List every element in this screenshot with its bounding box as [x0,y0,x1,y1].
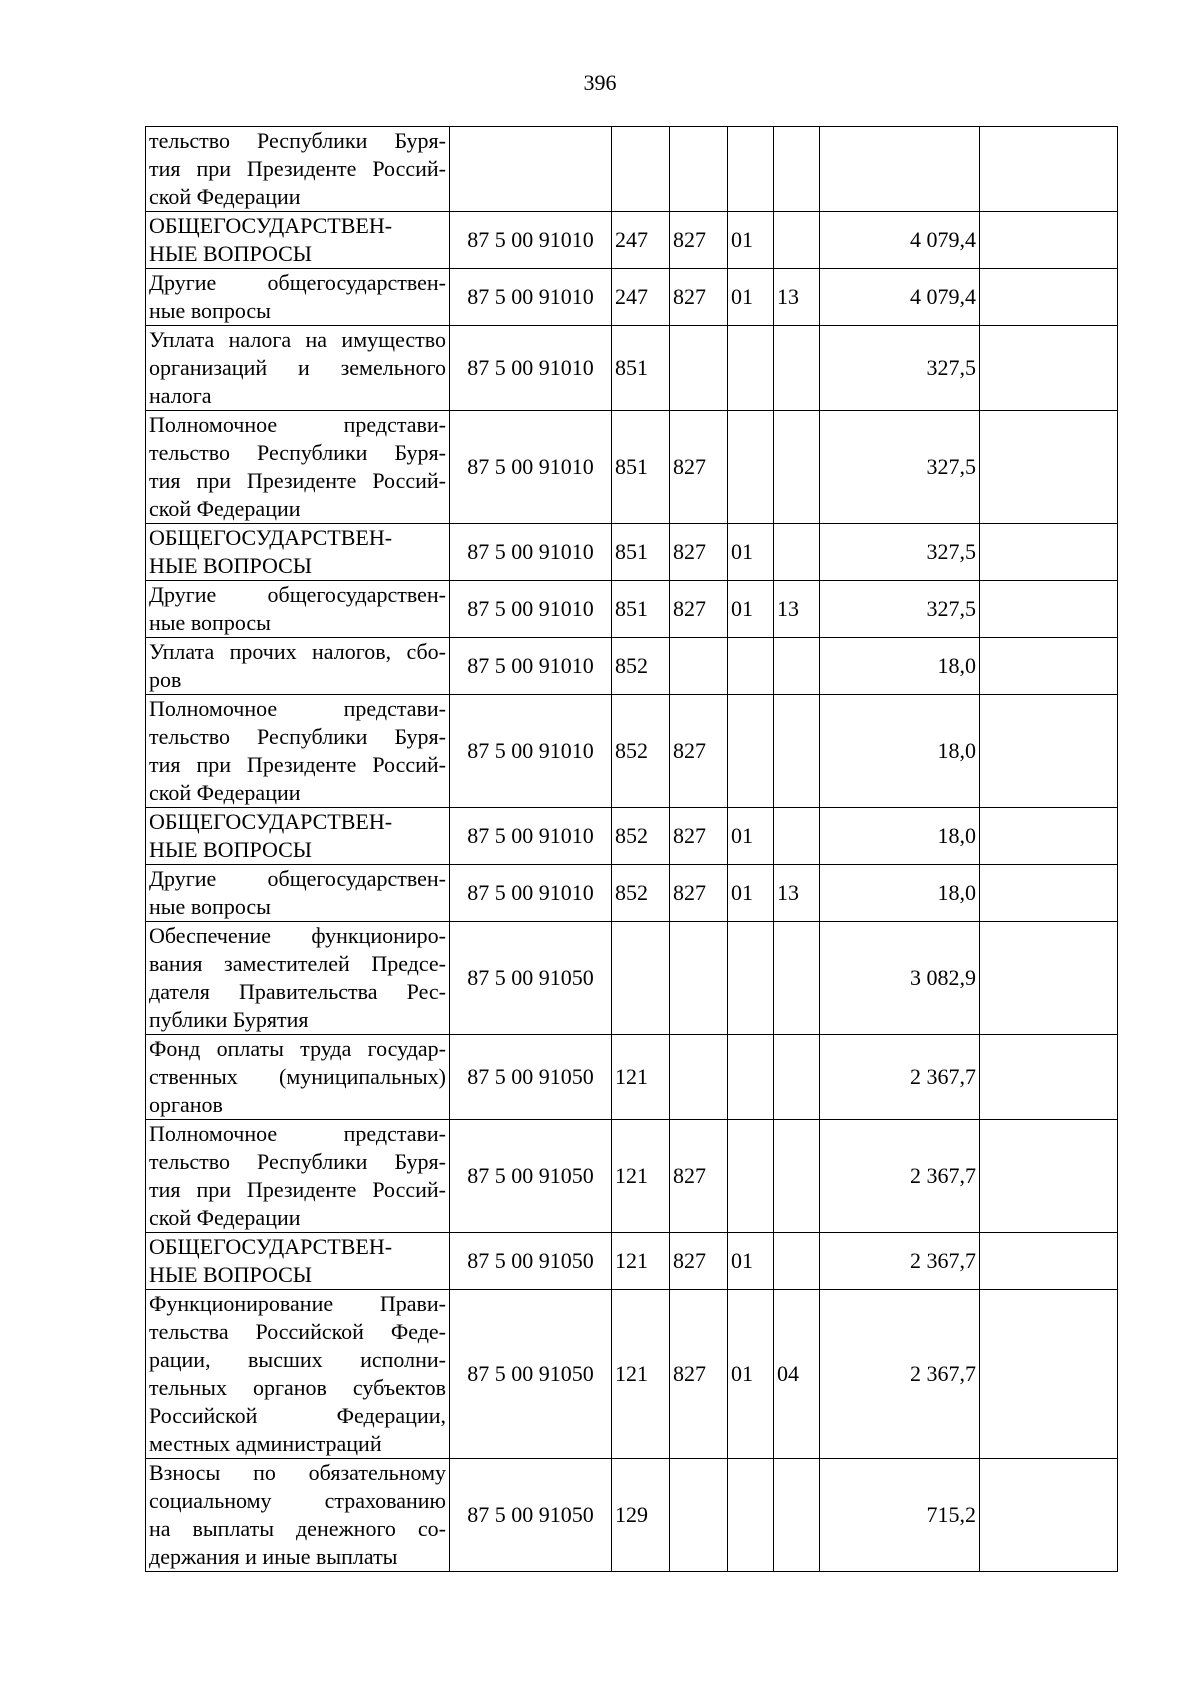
expense-type-code: 129 [612,1459,670,1572]
empty-cell [980,581,1118,638]
empty-cell [980,269,1118,326]
row-name-line: ОБЩЕГОСУДАРСТВЕН- [149,809,393,834]
row-name-line: тельство Республики Буря- [149,128,446,153]
sum-value: 2 367,7 [820,1120,980,1233]
row-name-line: Другие общегосударствен- [149,866,446,891]
row-name [146,1290,450,1459]
row-name [146,1233,450,1290]
subsection-code [774,922,820,1035]
empty-cell [980,1290,1118,1459]
row-name [146,326,450,411]
section-code [728,127,774,212]
sum-value: 327,5 [820,581,980,638]
sum-value [820,127,980,212]
row-name-line: ской Федерации [149,184,301,209]
target-article-code: 87 5 00 91050 [450,1035,612,1120]
target-article-code: 87 5 00 91010 [450,808,612,865]
row-name-line: ской Федерации [149,1205,301,1230]
row-name-line: Полномочное представи- [149,696,446,721]
target-article-code: 87 5 00 91050 [450,1233,612,1290]
row-name [146,638,450,695]
row-name-line: Полномочное представи- [149,1121,446,1146]
grbs-code [670,922,728,1035]
target-article-code [450,127,612,212]
expense-type-code: 851 [612,326,670,411]
subsection-code [774,695,820,808]
section-code [728,695,774,808]
row-name-line: тия при Президенте Россий- [149,156,446,181]
page-number: 396 [583,70,617,95]
row-name-line: Взносы по обязательному [149,1460,446,1485]
expense-type-code: 852 [612,808,670,865]
subsection-code [774,1459,820,1572]
target-article-code: 87 5 00 91050 [450,922,612,1035]
empty-cell [980,1120,1118,1233]
target-article-code: 87 5 00 91010 [450,326,612,411]
grbs-code: 827 [670,411,728,524]
row-name [146,581,450,638]
target-article-code: 87 5 00 91010 [450,865,612,922]
row-name-line: налога [149,383,212,408]
empty-cell [980,127,1118,212]
section-code: 01 [728,269,774,326]
row-name [146,524,450,581]
target-article-code: 87 5 00 91010 [450,269,612,326]
row-name-line: тия при Президенте Россий- [149,752,446,777]
grbs-code: 827 [670,1290,728,1459]
target-article-code: 87 5 00 91010 [450,581,612,638]
row-name-line: НЫЕ ВОПРОСЫ [149,1262,312,1287]
grbs-code: 827 [670,212,728,269]
empty-cell [980,865,1118,922]
row-name-line: ОБЩЕГОСУДАРСТВЕН- [149,1234,393,1259]
row-name-line: ров [149,667,182,692]
grbs-code [670,1459,728,1572]
empty-cell [980,1035,1118,1120]
grbs-code: 827 [670,695,728,808]
expense-type-code: 121 [612,1120,670,1233]
grbs-code: 827 [670,808,728,865]
subsection-code: 13 [774,581,820,638]
row-name-line: НЫЕ ВОПРОСЫ [149,553,312,578]
row-name [146,212,450,269]
table-row [146,326,1118,411]
grbs-code: 827 [670,524,728,581]
target-article-code: 87 5 00 91010 [450,411,612,524]
sum-value: 4 079,4 [820,269,980,326]
grbs-code: 827 [670,1233,728,1290]
subsection-code: 13 [774,269,820,326]
table-row [146,212,1118,269]
row-name [146,411,450,524]
row-name-line: ные вопросы [149,610,271,635]
section-code: 01 [728,581,774,638]
target-article-code: 87 5 00 91010 [450,212,612,269]
subsection-code [774,638,820,695]
sum-value: 715,2 [820,1459,980,1572]
row-name-line: ОБЩЕГОСУДАРСТВЕН- [149,525,393,550]
target-article-code: 87 5 00 91010 [450,524,612,581]
table-row [146,1120,1118,1233]
row-name-line: тельных органов субъектов [149,1375,446,1400]
sum-value: 327,5 [820,326,980,411]
subsection-code: 13 [774,865,820,922]
row-name-line: местных администраций [149,1431,382,1456]
row-name-line: ской Федерации [149,496,301,521]
target-article-code: 87 5 00 91050 [450,1120,612,1233]
row-name-line: ные вопросы [149,894,271,919]
table-row [146,1459,1118,1572]
subsection-code [774,212,820,269]
expense-type-code: 851 [612,581,670,638]
section-code [728,1120,774,1233]
table-row [146,638,1118,695]
row-name-line: рации, высших исполни- [149,1347,446,1372]
row-name [146,695,450,808]
grbs-code: 827 [670,1120,728,1233]
row-name [146,127,450,212]
table-row [146,411,1118,524]
sum-value: 3 082,9 [820,922,980,1035]
row-name-line: тельство Республики Буря- [149,1149,446,1174]
target-article-code: 87 5 00 91050 [450,1459,612,1572]
row-name-line: вания заместителей Предсе- [149,951,446,976]
target-article-code: 87 5 00 91050 [450,1290,612,1459]
expense-type-code: 851 [612,524,670,581]
row-name-line: органов [149,1092,223,1117]
grbs-code: 827 [670,865,728,922]
target-article-code: 87 5 00 91010 [450,638,612,695]
expense-type-code: 851 [612,411,670,524]
budget-table [145,126,1118,1572]
grbs-code: 827 [670,581,728,638]
row-name-line: Уплата прочих налогов, сбо- [149,639,446,664]
expense-type-code: 121 [612,1233,670,1290]
empty-cell [980,411,1118,524]
row-name-line: тия при Президенте Россий- [149,468,446,493]
table-row [146,1290,1118,1459]
expense-type-code: 852 [612,695,670,808]
row-name [146,269,450,326]
row-name-line: тия при Президенте Россий- [149,1177,446,1202]
subsection-code [774,326,820,411]
expense-type-code: 121 [612,1290,670,1459]
row-name-line: дателя Правительства Рес- [149,979,446,1004]
empty-cell [980,695,1118,808]
sum-value: 18,0 [820,638,980,695]
empty-cell [980,212,1118,269]
subsection-code [774,1233,820,1290]
section-code [728,1035,774,1120]
row-name-line: организаций и земельного [149,355,446,380]
empty-cell [980,638,1118,695]
subsection-code [774,127,820,212]
grbs-code [670,1035,728,1120]
row-name-line: тельство Республики Буря- [149,440,446,465]
expense-type-code: 121 [612,1035,670,1120]
table-row [146,269,1118,326]
section-code [728,1459,774,1572]
empty-cell [980,326,1118,411]
row-name-line: Российской Федерации, [149,1403,446,1428]
row-name-line: тельства Российской Феде- [149,1319,446,1344]
grbs-code [670,127,728,212]
row-name-line: Другие общегосударствен- [149,582,446,607]
subsection-code [774,1035,820,1120]
table-row [146,1233,1118,1290]
section-code: 01 [728,808,774,865]
grbs-code [670,638,728,695]
table-row [146,581,1118,638]
sum-value: 18,0 [820,695,980,808]
row-name-line: Функционирование Прави- [149,1291,446,1316]
sum-value: 327,5 [820,411,980,524]
empty-cell [980,1459,1118,1572]
sum-value: 2 367,7 [820,1035,980,1120]
subsection-code [774,1120,820,1233]
expense-type-code: 247 [612,269,670,326]
row-name [146,922,450,1035]
sum-value: 2 367,7 [820,1290,980,1459]
expense-type-code [612,127,670,212]
row-name-line: ОБЩЕГОСУДАРСТВЕН- [149,213,393,238]
row-name-line: НЫЕ ВОПРОСЫ [149,837,312,862]
sum-value: 327,5 [820,524,980,581]
table-row [146,695,1118,808]
sum-value: 2 367,7 [820,1233,980,1290]
grbs-code [670,326,728,411]
sum-value: 18,0 [820,808,980,865]
sum-value: 4 079,4 [820,212,980,269]
row-name [146,1035,450,1120]
row-name-line: Другие общегосударствен- [149,270,446,295]
row-name-line: Фонд оплаты труда государ- [149,1036,446,1061]
table-row [146,1035,1118,1120]
row-name [146,865,450,922]
row-name-line: тельство Республики Буря- [149,724,446,749]
section-code [728,326,774,411]
section-code: 01 [728,1290,774,1459]
row-name-line: Полномочное представи- [149,412,446,437]
expense-type-code: 852 [612,865,670,922]
row-name-line: ской Федерации [149,780,301,805]
table-row [146,865,1118,922]
row-name-line: держания и иные выплаты [149,1544,398,1569]
table-row [146,127,1118,212]
row-name-line: на выплаты денежного со- [149,1516,446,1541]
section-code: 01 [728,865,774,922]
empty-cell [980,808,1118,865]
expense-type-code: 247 [612,212,670,269]
row-name-line: Уплата налога на имущество [149,327,446,352]
row-name [146,1120,450,1233]
expense-type-code: 852 [612,638,670,695]
row-name [146,1459,450,1572]
row-name-line: ственных (муниципальных) [149,1064,446,1089]
subsection-code [774,524,820,581]
row-name-line: ные вопросы [149,298,271,323]
subsection-code [774,808,820,865]
target-article-code: 87 5 00 91010 [450,695,612,808]
row-name-line: НЫЕ ВОПРОСЫ [149,241,312,266]
table-row [146,922,1118,1035]
table-row [146,524,1118,581]
empty-cell [980,524,1118,581]
table-row [146,808,1118,865]
row-name-line: публики Бурятия [149,1007,309,1032]
sum-value: 18,0 [820,865,980,922]
expense-type-code [612,922,670,1035]
section-code [728,922,774,1035]
subsection-code: 04 [774,1290,820,1459]
section-code [728,638,774,695]
row-name-line: Обеспечение функциониро- [149,923,446,948]
section-code: 01 [728,212,774,269]
empty-cell [980,922,1118,1035]
section-code [728,411,774,524]
grbs-code: 827 [670,269,728,326]
row-name-line: социальному страхованию [149,1488,446,1513]
empty-cell [980,1233,1118,1290]
row-name [146,808,450,865]
section-code: 01 [728,524,774,581]
subsection-code [774,411,820,524]
section-code: 01 [728,1233,774,1290]
